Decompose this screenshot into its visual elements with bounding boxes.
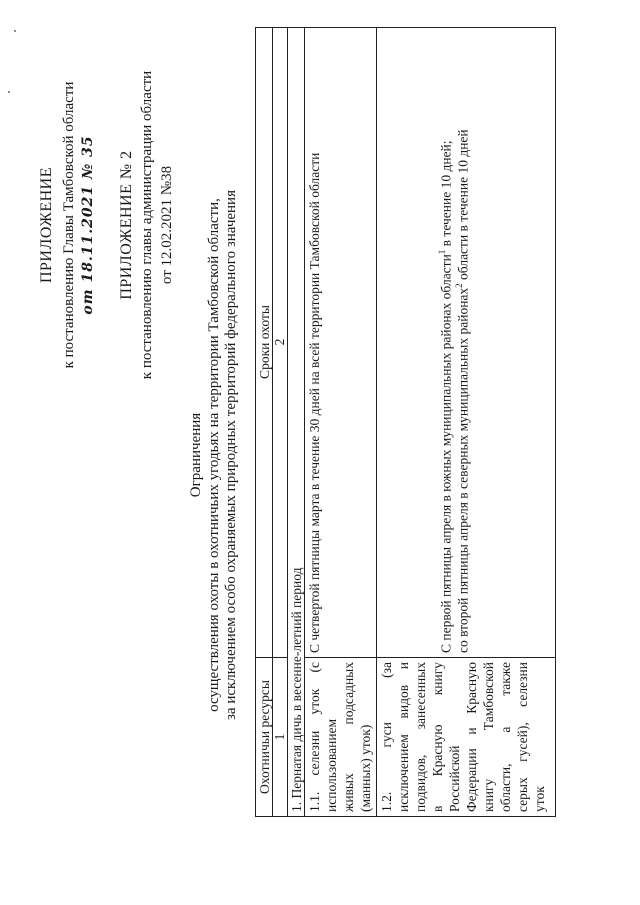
- footnote-2-marker: 2: [454, 283, 464, 288]
- to-decree-governor: к постановлению Главы Тамбовской области: [61, 81, 77, 369]
- to-decree-administration: к постановлению главы администрации области: [139, 70, 155, 380]
- row-1-2-resource-line1: 1.2. гуси (за: [379, 662, 394, 812]
- col2-header: Сроки охоты: [257, 305, 272, 379]
- scan-speck: [14, 30, 16, 32]
- row-1-2-period-line2-a: со второй пятницы апреля в северных муниципальных районах: [455, 287, 471, 653]
- row-1-2-period-line2-b: области в течение 10 дней: [455, 129, 471, 284]
- column-divider-body: [304, 657, 555, 658]
- footnote-1-marker: 1: [437, 249, 447, 255]
- row-1-1-resource-line2: использованием: [324, 718, 339, 812]
- appendix-2-title: ПРИЛОЖЕНИЕ № 2: [118, 150, 135, 300]
- row-1-1-period: С четвертой пятницы марта в течение 30 дней на всей территории Тамбовской области: [307, 152, 322, 653]
- doc-title-line3: за исключением особо охраняемых природных территорий федерального значения: [223, 190, 239, 721]
- col2-number: 2: [272, 338, 287, 346]
- row-1-2-resource-line3: подвидов, занесенных: [413, 662, 428, 812]
- row-1-1-divider: [376, 28, 377, 816]
- handwritten-date-number: от 18.11.2021 № 35: [80, 135, 96, 315]
- row-1-2-resource-line7: книгу Тамбовской: [481, 662, 496, 812]
- col1-header: Охотничьи ресурсы: [257, 680, 272, 794]
- row-1-1-resource-line1: 1.1. селезни уток (с: [307, 662, 322, 812]
- row-1-2-resource-line10: уток: [532, 786, 547, 812]
- row-1-2-resource-line8: области, а также: [498, 662, 513, 812]
- row-1-2-period-line1-b: в течение 10 дней;: [438, 140, 454, 250]
- restrictions-table: [255, 27, 556, 817]
- appendix-title: ПРИЛОЖЕНИЕ: [38, 167, 55, 284]
- row-1-2-resource-line6: Федерации и Красную: [464, 662, 479, 812]
- admin-date-number: от 12.02.2021 №38: [159, 165, 175, 285]
- scan-speck: [8, 91, 10, 93]
- row-1-2-period-line1-a: С первой пятницы апреля в южных муниципальных районах области: [438, 254, 454, 653]
- section-1-heading: 1. Пернатая дичь в весенне-летний период: [289, 567, 304, 812]
- row-1-1-resource-line3: живых подсадных: [341, 662, 356, 812]
- row-1-1-resource-line4: (манных) уток): [358, 724, 373, 812]
- doc-title-line2: осуществления охоты в охотничьих угодьях на территории Тамбовской области,: [206, 198, 222, 712]
- row-1-2-period-line2: [451, 33, 472, 653]
- doc-title-line1: Ограничения: [188, 412, 204, 498]
- col1-number: 1: [272, 733, 287, 741]
- row-1-2-resource-line5: Российской: [447, 745, 462, 812]
- row-1-2-resource-line9: серых гусей), селезни: [515, 662, 530, 812]
- row-1-2-resource-line2: исключением видов и: [396, 662, 411, 812]
- row-1-2-resource-line4: в Красную книгу: [430, 662, 445, 812]
